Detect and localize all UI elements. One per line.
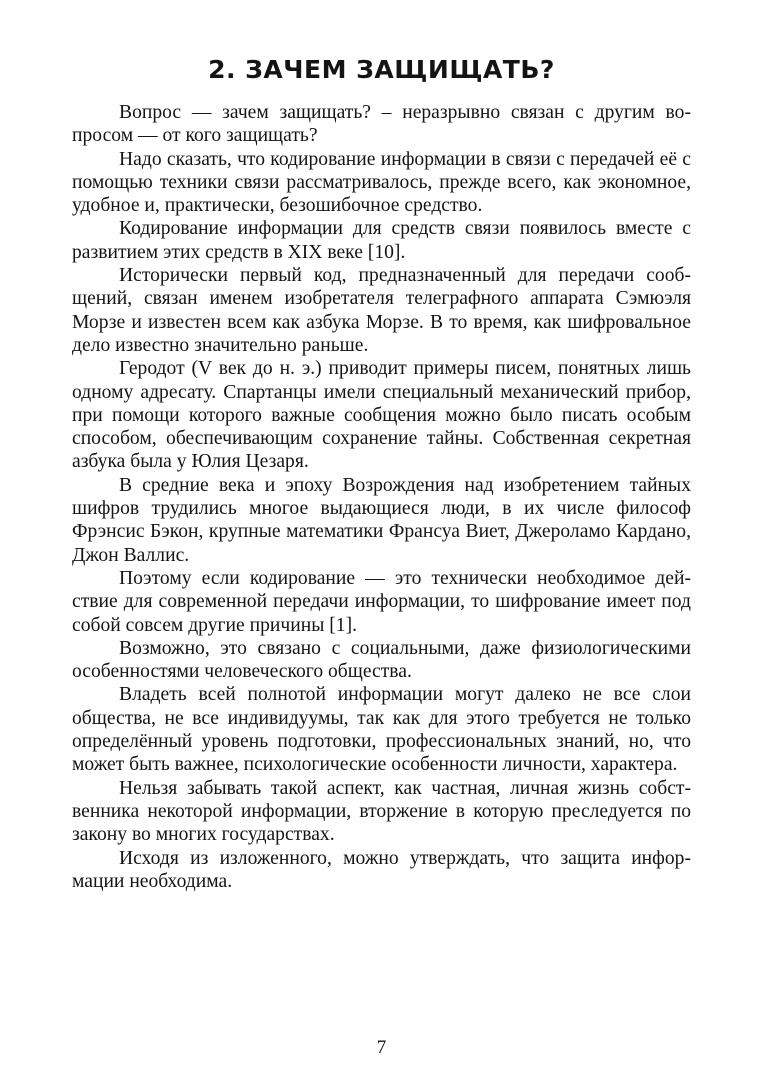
page-title: 2. ЗАЧЕМ ЗАЩИЩАТЬ? [208, 55, 555, 84]
paragraph: Исторически первый код, предназначенный для передачи сообщений, связан именем изобретателя телеграфного аппарата Сэмюэля Морзе и известен всем как азбука Морзе. В то время, как шифровальное дело известно значительно раньше. [72, 265, 691, 356]
paragraph: Нельзя забывать такой аспект, как частная, личная жизнь собственника некоторой информации, вторжение в которую преследуется по закону во многих государствах. [72, 777, 691, 846]
paragraph: Возможно, это связано с социальными, даже физиологическими особенностями человеческого общества. [72, 637, 691, 683]
paragraph: Исходя из изложенного, можно утверждать, что защита информации необходима. [72, 847, 691, 892]
paragraph: Кодирование информации для средств связи появилось вместе с развитием этих средств в XIX веке [10]. [72, 218, 691, 263]
body-text [72, 101, 691, 893]
paragraph: Надо сказать, что кодирование информации в связи с передачей её с помощью техники связи рассматривалось, прежде всего, как экономное, удобное и, практически, безошибочное средство. [72, 148, 691, 217]
page-number: 7 [376, 1037, 387, 1058]
paragraph: Геродот (V век до н. э.) приводит примеры писем, понятных лишь одному адресату. Спартанцы имели специальный механический прибор, при помощи которого важные сообщения можно было писать особым способом, обеспечивающим сохранение тайны. Собственная секретная азбука была у Юлия Цезаря. [72, 358, 691, 473]
paragraph: Поэтому если кодирование — это технически необходимое действие для современной передачи информации, то шифрование имеет под собой совсем другие причины [1]. [72, 567, 691, 636]
paragraph: В средние века и эпоху Возрождения над изобретением тайных шифров трудились многое выдающиеся люди, в их числе философ Фрэнсис Бэкон, крупные математики Франсуа Виет, Джероламо Кардано, Джон Валлис. [72, 474, 691, 566]
paragraph: Вопрос — зачем защищать? – неразрывно связан с другим вопросом — от кого защищать? [72, 102, 691, 147]
paragraph: Владеть всей полнотой информации могут далеко не все слои общества, не все индивидуумы, так как для этого требуется не только определённый уровень подготовки, профессиональных знаний, но, что может быть важнее, психологические особенности личности, характера. [72, 684, 691, 776]
